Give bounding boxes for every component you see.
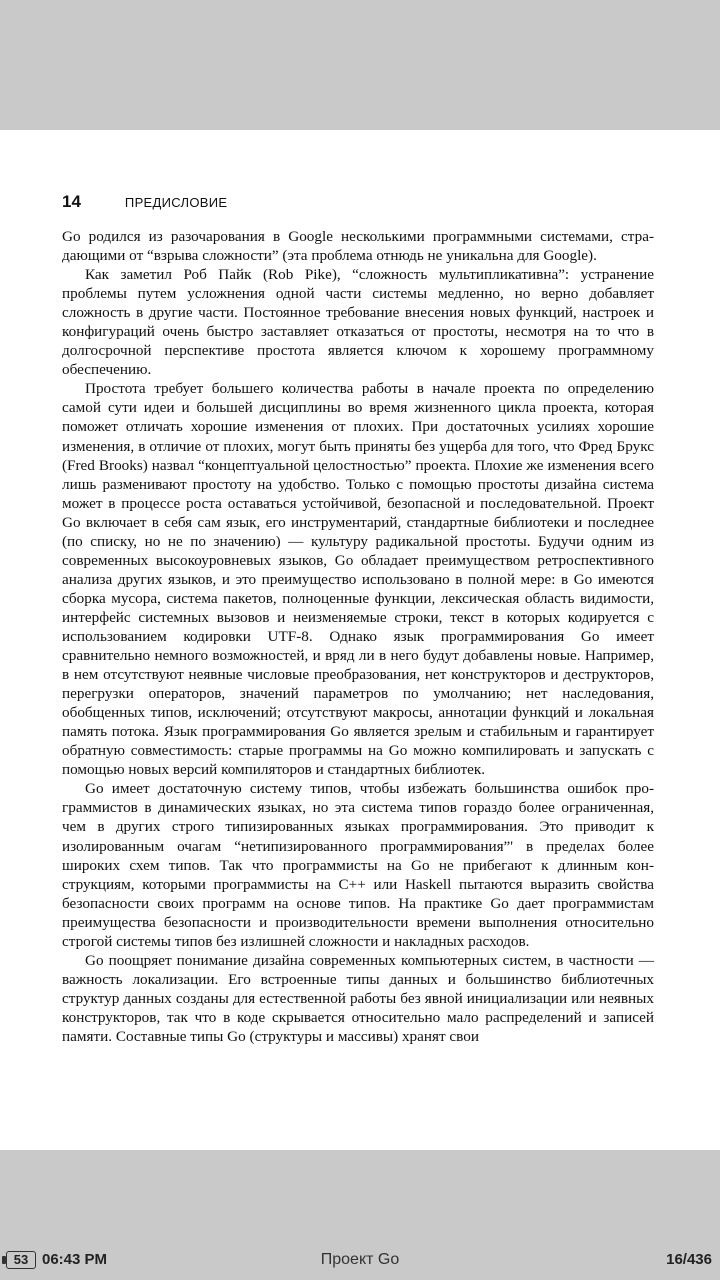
book-title: Проект Go [320, 1251, 400, 1268]
section-title: ПРЕДИСЛОВИЕ [124, 195, 228, 210]
paragraph: Простота требует большего количества работы в начале проекта по определению самой сути идеи и большей дисциплины во время жизненного цикла проекта, которая поможет отличать хорошие изменения от плохих. При достаточных усилиях хорошие изменения, в отличие от плохих, могут быть приняты без ущерба для того, что Фред Брукс (Fred Brooks) назвал “концептуальной целостностью” проекта. Плохие же изменения всего лишь разменивают простоту на удобство. Только с помощью простоты дизайна система может в процессе роста оставаться устойчивой, безопасной и последовательной. Проект Go включает в себя сам язык, его инструментарий, стандартные библиотеки и последнее (по списку, но не по значению) — культуру радикальной простоты. Будучи одним из современных высокоуровневых языков, Go обладает преимуществом ретроспективного анализа других языков, и это преимущество использовано в полной мере: в Go имеются сборка мусора, система пакетов, полноценные функции, лексическая область видимости, интерфейс системных вызовов и неизменяемые строки, текст в которых кодируется с использованием кодировки UTF-8. Однако язык программирования Go имеет сравнительно немного возможностей, и вряд ли в него будут добавлены новые. Например, в нем отсутствуют неявные числовые преобразования, нет конструкторов и деструкторов, перегрузки операторов, значений параметров по умолчанию; нет наследования, обобщенных типов, исключений; отсутствуют макросы, аннотации функций и локальная память потока. Язык программирования Go является зрелым и стабильным и гарантирует обратную совместимость: старые программы на Go можно компилировать и запускать с помощью новых версий компиляторов и стандартных библиотек. [62, 380, 654, 779]
book-page[interactable] [0, 130, 720, 1150]
running-head [62, 192, 227, 216]
clock: 06:43 PM [42, 1251, 108, 1268]
paragraph: Как заметил Роб Пайк (Rob Pike), “сложность мультипликативна”: устранение проблемы путем усложнения одной части системы медленно, но верно добавляет сложность в другие части. Постоянное требование внесения новых функций, настроек и конфигураций очень быстро заставляет отказаться от простоты, несмотря на то что в долгосрочной перспективе простота является ключом к хорошему программному обеспечению. [62, 266, 654, 379]
battery-level: 53 [13, 1252, 29, 1267]
reader-top-margin [0, 0, 720, 130]
reader-bottom-margin [0, 1150, 720, 1240]
paragraph: Go имеет достаточную систему типов, чтобы избежать большинства ошибок программистов в динамических языках, но эта система типов гораздо более ограниченная, чем в других строго типизированных языках программирования. Это приводит к изолированным очагам “нетипизированного программирования”' в пределах более широких схем типов. Так что программисты на Go не прибегают к длинным конструкциям, которыми программисты на C++ или Haskell пытаются выразить свойства безопасности своих программ на основе типов. На практике Go дает программистам преимущества безопасности и производительности времени выполнения относительно строгой системы типов без излишней сложности и накладных расходов. [62, 780, 654, 950]
page-body [62, 227, 654, 1046]
page-counter[interactable]: 16/436 [666, 1251, 712, 1268]
paragraph: Go родился из разочарования в Google несколькими программными системами, страдающими от “взрыва сложности” (эта проблема отнюдь не уникальна для Google). [62, 228, 654, 265]
page-number: 14 [62, 192, 81, 211]
reader-status-bar [0, 1240, 720, 1280]
paragraph: Go поощряет понимание дизайна современных компьютерных систем, в частности — важность локализации. Его встроенные типы данных и большинство библиотечных структур данных созданы для естественной работы без явной инициализации или неявных конструкторов, так что в коде скрывается относительно мало распределений и записей памяти. Составные типы Go (структуры и массивы) хранят свои [62, 951, 654, 1045]
